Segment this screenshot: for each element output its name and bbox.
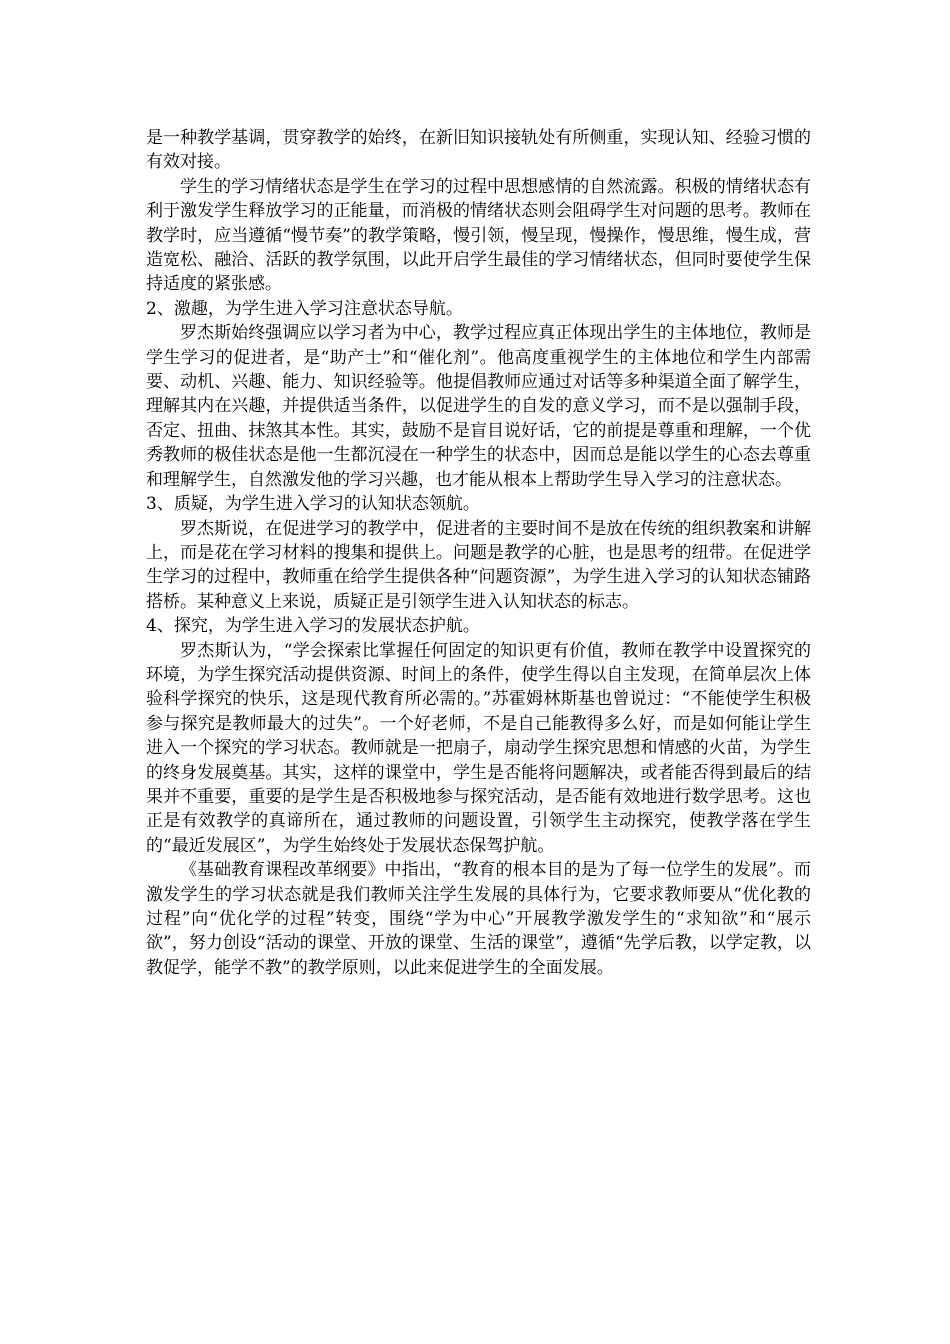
paragraph-curriculum-reform: 《基础教育课程改革纲要》中指出，“教育的根本目的是为了每一位学生的发展”。而激发学生的学习状态就是我们教师关注学生发展的具体行为，它要求教师要从“优化教的过程”向“优化学的过程”转变，围绕“学为中心”开展教学激发学生的“求知欲”和“展示欲”，努力创设“活动的课堂、开放的课堂、生活的课堂”，遵循“先学后教，以学定教，以教促学，能学不教”的教学原则，以此来促进学生的全面发展。 xyxy=(146,860,811,978)
section-heading-3: 3、质疑，为学生进入学习的认知状态领航。 xyxy=(146,494,480,515)
paragraph-continuation: 是一种教学基调，贯穿教学的始终，在新旧知识接轨处有所侧重，实现认知、经验习惯的有效对接。 xyxy=(146,128,811,173)
section-heading-2: 2、激趣，为学生进入学习注意状态导航。 xyxy=(146,298,463,319)
paragraph-rogers-learner-center: 罗杰斯始终强调应以学习者为中心，教学过程应真正体现出学生的主体地位，教师是学生学习的促进者，是“助产士”和“催化剂”。他高度重视学生的主体地位和学生内部需要、动机、兴趣、能力、知识经验等。他提倡教师应通过对话等多种渠道全面了解学生，理解其内在兴趣，并提供适当条件，以促进学生的自发的意义学习，而不是以强制手段，否定、扭曲、抹煞其本性。其实，鼓励不是盲目说好话，它的前提是尊重和理解，一个优秀教师的极佳状态是他一生都沉浸在一种学生的状态中，因而总是能以学生的心态去尊重和理解学生，自然激发他的学习兴趣，也才能从根本上帮助学生导入学习的注意状态。 xyxy=(146,323,811,490)
document-body xyxy=(146,126,811,980)
section-heading-4: 4、探究，为学生进入学习的发展状态护航。 xyxy=(146,616,480,637)
paragraph-emotion-state: 学生的学习情绪状态是学生在学习的过程中思想感情的自然流露。积极的情绪状态有利于激发学生释放学习的正能量，而消极的情绪状态则会阻碍学生对问题的思考。教师在教学时，应当遵循“慢节奏”的教学策略，慢引领，慢呈现，慢操作，慢思维，慢生成，营造宽松、融洽、活跃的教学氛围，以此开启学生最佳的学习情绪状态，但同时要使学生保持适度的紧张感。 xyxy=(146,176,811,295)
paragraph-rogers-questioning: 罗杰斯说，在促进学习的教学中，促进者的主要时间不是放在传统的组织教案和讲解上，而是花在学习材料的搜集和提供上。问题是教学的心脏，也是思考的纽带。在促进学生学习的过程中，教师重在给学生提供各种“问题资源”，为学生进入学习的认知状态铺路搭桥。某种意义上来说，质疑正是引领学生进入认知状态的标志。 xyxy=(146,518,811,612)
paragraph-rogers-inquiry: 罗杰斯认为，“学会探索比掌握任何固定的知识更有价值，教师在教学中设置探究的环境，为学生探究活动提供资源、时间上的条件，使学生得以自主发现，在简单层次上体验科学探究的快乐，这是现代教育所必需的。”苏霍姆林斯基也曾说过：“不能使学生积极参与探究是教师最大的过失”。一个好老师，不是自己能教得多么好，而是如何能让学生进入一个探究的学习状态。教师就是一把扇子，扇动学生探究思想和情感的火苗，为学生的终身发展奠基。其实，这样的课堂中，学生是否能将问题解决，或者能否得到最后的结果并不重要，重要的是学生是否积极地参与探究活动，是否能有效地进行数学思考。这也正是有效教学的真谛所在，通过教师的问题设置，引领学生主动探究，使教学落在学生的“最近发展区”，为学生始终处于发展状态保驾护航。 xyxy=(146,640,811,856)
